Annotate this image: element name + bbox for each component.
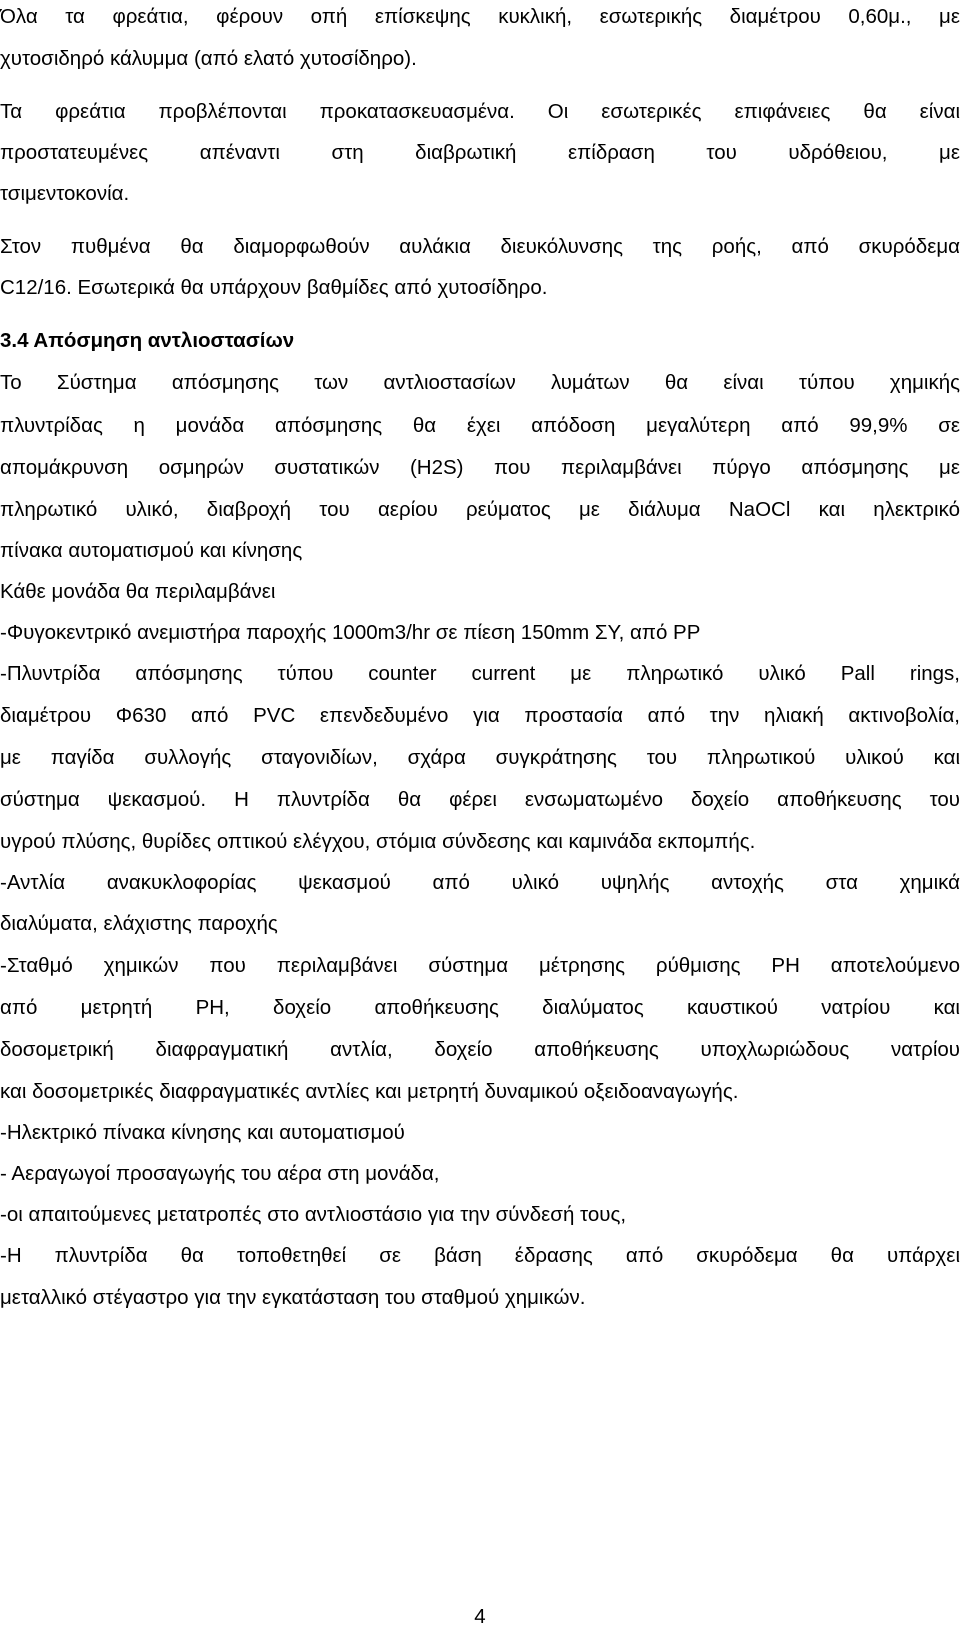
list-item: -Πλυντρίδα απόσμησης τύπου counter current με πληρωτικό υλικό Pall rings,: [0, 662, 960, 685]
list-item: - Αεραγωγοί προσαγωγής του αέρα στη μονάδα,: [0, 1162, 440, 1185]
text-line: Όλα τα φρεάτια, φέρουν οπή επίσκεψης κυκλική, εσωτερικής διαμέτρου 0,60μ., με: [0, 5, 960, 28]
text-line: χυτοσιδηρό κάλυμμα (από ελατό χυτοσίδηρο).: [0, 47, 417, 70]
page-number: 4: [474, 1605, 486, 1628]
text-line: Κάθε μονάδα θα περιλαμβάνει: [0, 580, 276, 603]
list-item: -οι απαιτούμενες μετατροπές στο αντλιοστάσιο για την σύνδεσή τους,: [0, 1203, 627, 1226]
text-line: πίνακα αυτοματισμού και κίνησης: [0, 539, 303, 562]
text-line: μεταλλικό στέγαστρο για την εγκατάσταση του σταθμού χημικών.: [0, 1286, 586, 1309]
text-line: Το Σύστημα απόσμησης των αντλιοστασίων λυμάτων θα είναι τύπου χημικής: [0, 371, 960, 394]
text-line: δοσομετρική διαφραγματική αντλία, δοχείο αποθήκευσης υποχλωριώδους νατρίου: [0, 1038, 960, 1061]
text-line: σύστημα ψεκασμού. Η πλυντρίδα θα φέρει ενσωματωμένο δοχείο αποθήκευσης του: [0, 788, 960, 811]
list-item: -Αντλία ανακυκλοφορίας ψεκασμού από υλικό υψηλής αντοχής στα χημικά: [0, 871, 960, 894]
text-line: απομάκρυνση οσμηρών συστατικών (H2S) που περιλαμβάνει πύργο απόσμησης με: [0, 456, 960, 479]
list-item: -Η πλυντρίδα θα τοποθετηθεί σε βάση έδρασης από σκυρόδεμα θα υπάρχει: [0, 1244, 960, 1267]
text-line: πληρωτικό υλικό, διαβροχή του αερίου ρεύματος με διάλυμα NaOCl και ηλεκτρικό: [0, 498, 960, 521]
section-heading: 3.4 Απόσμηση αντλιοστασίων: [0, 329, 295, 352]
text-line: από μετρητή PH, δοχείο αποθήκευσης διαλύματος καυστικού νατρίου και: [0, 996, 960, 1019]
list-item: -Ηλεκτρικό πίνακα κίνησης και αυτοματισμού: [0, 1121, 405, 1144]
text-line: Στον πυθμένα θα διαμορφωθούν αυλάκια διευκόλυνσης της ροής, από σκυρόδεμα: [0, 235, 960, 258]
text-line: προστατευμένες απέναντι στη διαβρωτική επίδραση του υδρόθειου, με: [0, 141, 960, 164]
list-item: -Φυγοκεντρικό ανεμιστήρα παροχής 1000m3/hr σε πίεση 150mm ΣΥ, από PP: [0, 621, 701, 644]
text-line: Τα φρεάτια προβλέπονται προκατασκευασμένα. Οι εσωτερικές επιφάνειες θα είναι: [0, 100, 960, 123]
text-line: C12/16. Εσωτερικά θα υπάρχουν βαθμίδες από χυτοσίδηρο.: [0, 276, 548, 299]
text-line: και δοσομετρικές διαφραγματικές αντλίες και μετρητή δυναμικού οξειδοαναγωγής.: [0, 1080, 739, 1103]
text-line: διαμέτρου Φ630 από PVC επενδεδυμένο για προστασία από την ηλιακή ακτινοβολία,: [0, 704, 960, 727]
text-line: τσιμεντοκονία.: [0, 182, 130, 205]
text-line: με παγίδα συλλογής σταγονιδίων, σχάρα συγκράτησης του πληρωτικού υλικού και: [0, 746, 960, 769]
text-line: υγρού πλύσης, θυρίδες οπτικού ελέγχου, στόμια σύνδεσης και καμινάδα εκπομπής.: [0, 830, 756, 853]
text-line: πλυντρίδας η μονάδα απόσμησης θα έχει απόδοση μεγαλύτερη από 99,9% σε: [0, 414, 960, 437]
list-item: -Σταθμό χημικών που περιλαμβάνει σύστημα μέτρησης ρύθμισης PH αποτελούμενο: [0, 954, 960, 977]
text-line: διαλύματα, ελάχιστης παροχής: [0, 912, 278, 935]
